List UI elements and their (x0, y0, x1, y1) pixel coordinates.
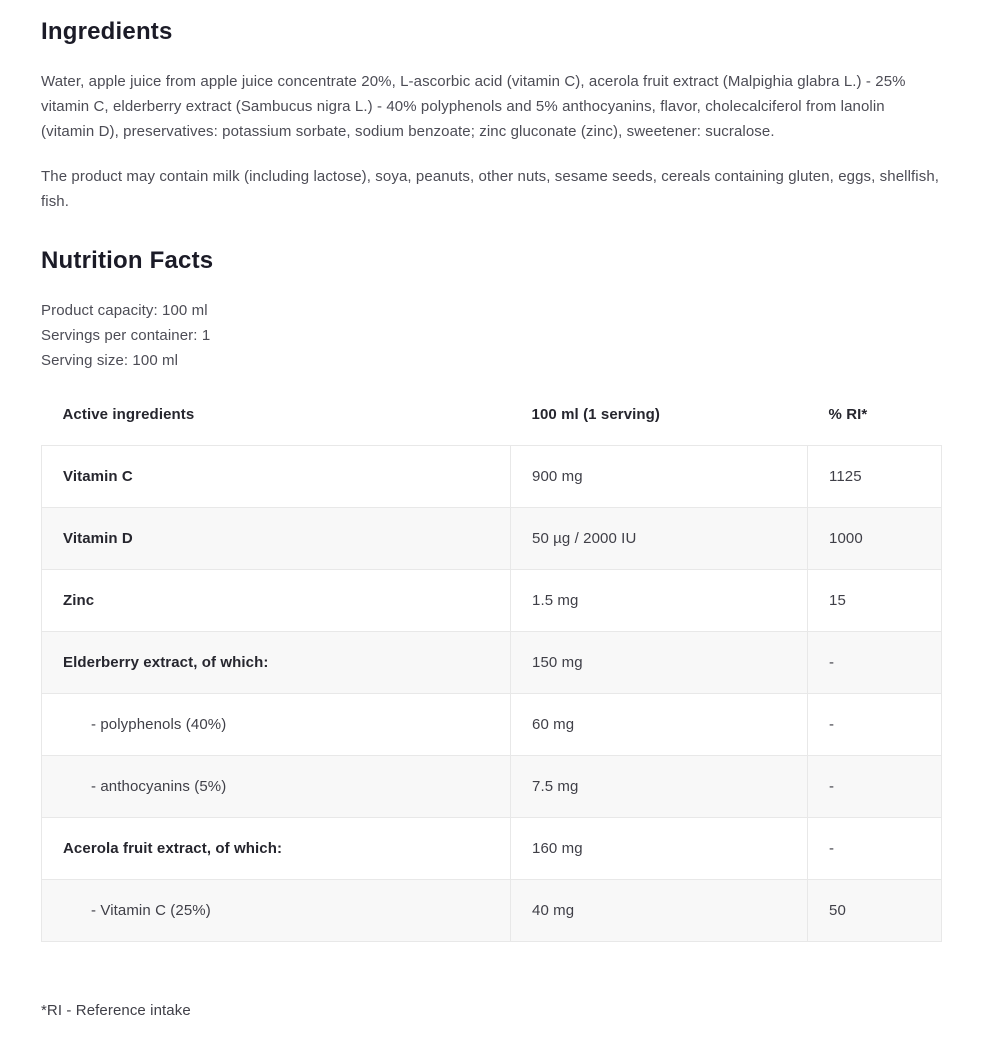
ingredient-ri: - (808, 818, 942, 880)
ingredient-ri: 1000 (808, 508, 942, 570)
table-sub-row (42, 880, 942, 942)
ingredient-name: Elderberry extract, of which: (42, 632, 511, 694)
ingredient-name: Acerola fruit extract, of which: (42, 818, 511, 880)
table-sub-row (42, 694, 942, 756)
servings-per-container: Servings per container: 1 (41, 327, 211, 344)
ingredients-section (41, 16, 941, 214)
ingredient-amount: 60 mg (511, 694, 808, 756)
ingredient-name: Vitamin D (42, 508, 511, 570)
table-sub-row (42, 756, 942, 818)
ingredient-amount: 900 mg (511, 446, 808, 508)
ingredients-title: Ingredients (41, 18, 173, 45)
ingredients-composition: Water, apple juice from apple juice concentrate 20%, L-ascorbic acid (vitamin C), acerola fruit extract (Malpighia glabra L.) - 25% vitamin C, elderberry extract (Sambucus nigra L.) - 40% polyphenols and 5% anthocyanins, flavor, cholecalciferol from lanolin (vitamin D), preservatives: potassium sorbate, sodium benzoate; zinc gluconate (zinc), sweetener: sucralose. (41, 73, 906, 140)
table-row (42, 446, 942, 508)
reference-intake-footnote: *RI - Reference intake (41, 1002, 191, 1019)
ingredient-name: Zinc (42, 570, 511, 632)
ingredient-ri: - (808, 694, 942, 756)
ingredient-amount: 160 mg (511, 818, 808, 880)
table-row (42, 818, 942, 880)
ingredient-ri: - (808, 632, 942, 694)
ingredient-amount: 7.5 mg (511, 756, 808, 818)
ingredient-amount: 50 µg / 2000 IU (511, 508, 808, 570)
column-header-ri: % RI* (828, 406, 868, 423)
ingredient-amount: 1.5 mg (511, 570, 808, 632)
ingredient-name: - polyphenols (40%) (42, 694, 511, 756)
ingredient-amount: 150 mg (511, 632, 808, 694)
ingredient-ri: - (808, 756, 942, 818)
ingredient-name: - Vitamin C (25%) (42, 880, 511, 942)
allergen-notice: The product may contain milk (including lactose), soya, peanuts, other nuts, sesame seeds, cereals containing gluten, eggs, shellfish, fish. (41, 168, 940, 210)
column-header-active-ingredients: Active ingredients (62, 406, 195, 423)
product-capacity: Product capacity: 100 ml (41, 302, 208, 319)
ingredient-amount: 40 mg (511, 880, 808, 942)
ingredient-ri: 1125 (808, 446, 942, 508)
ingredient-name: Vitamin C (42, 446, 511, 508)
ingredient-ri: 50 (808, 880, 942, 942)
serving-info (41, 298, 941, 373)
serving-size: Serving size: 100 ml (41, 352, 179, 369)
ingredient-name: - anthocyanins (5%) (42, 756, 511, 818)
ingredient-ri: 15 (808, 570, 942, 632)
nutrition-facts-section (41, 245, 941, 1023)
column-header-serving: 100 ml (1 serving) (531, 406, 661, 423)
nutrition-facts-title: Nutrition Facts (41, 247, 214, 274)
table-row (42, 632, 942, 694)
table-header-row (42, 406, 942, 446)
table-row (42, 570, 942, 632)
table-row (42, 508, 942, 570)
active-ingredients-table (41, 406, 942, 942)
